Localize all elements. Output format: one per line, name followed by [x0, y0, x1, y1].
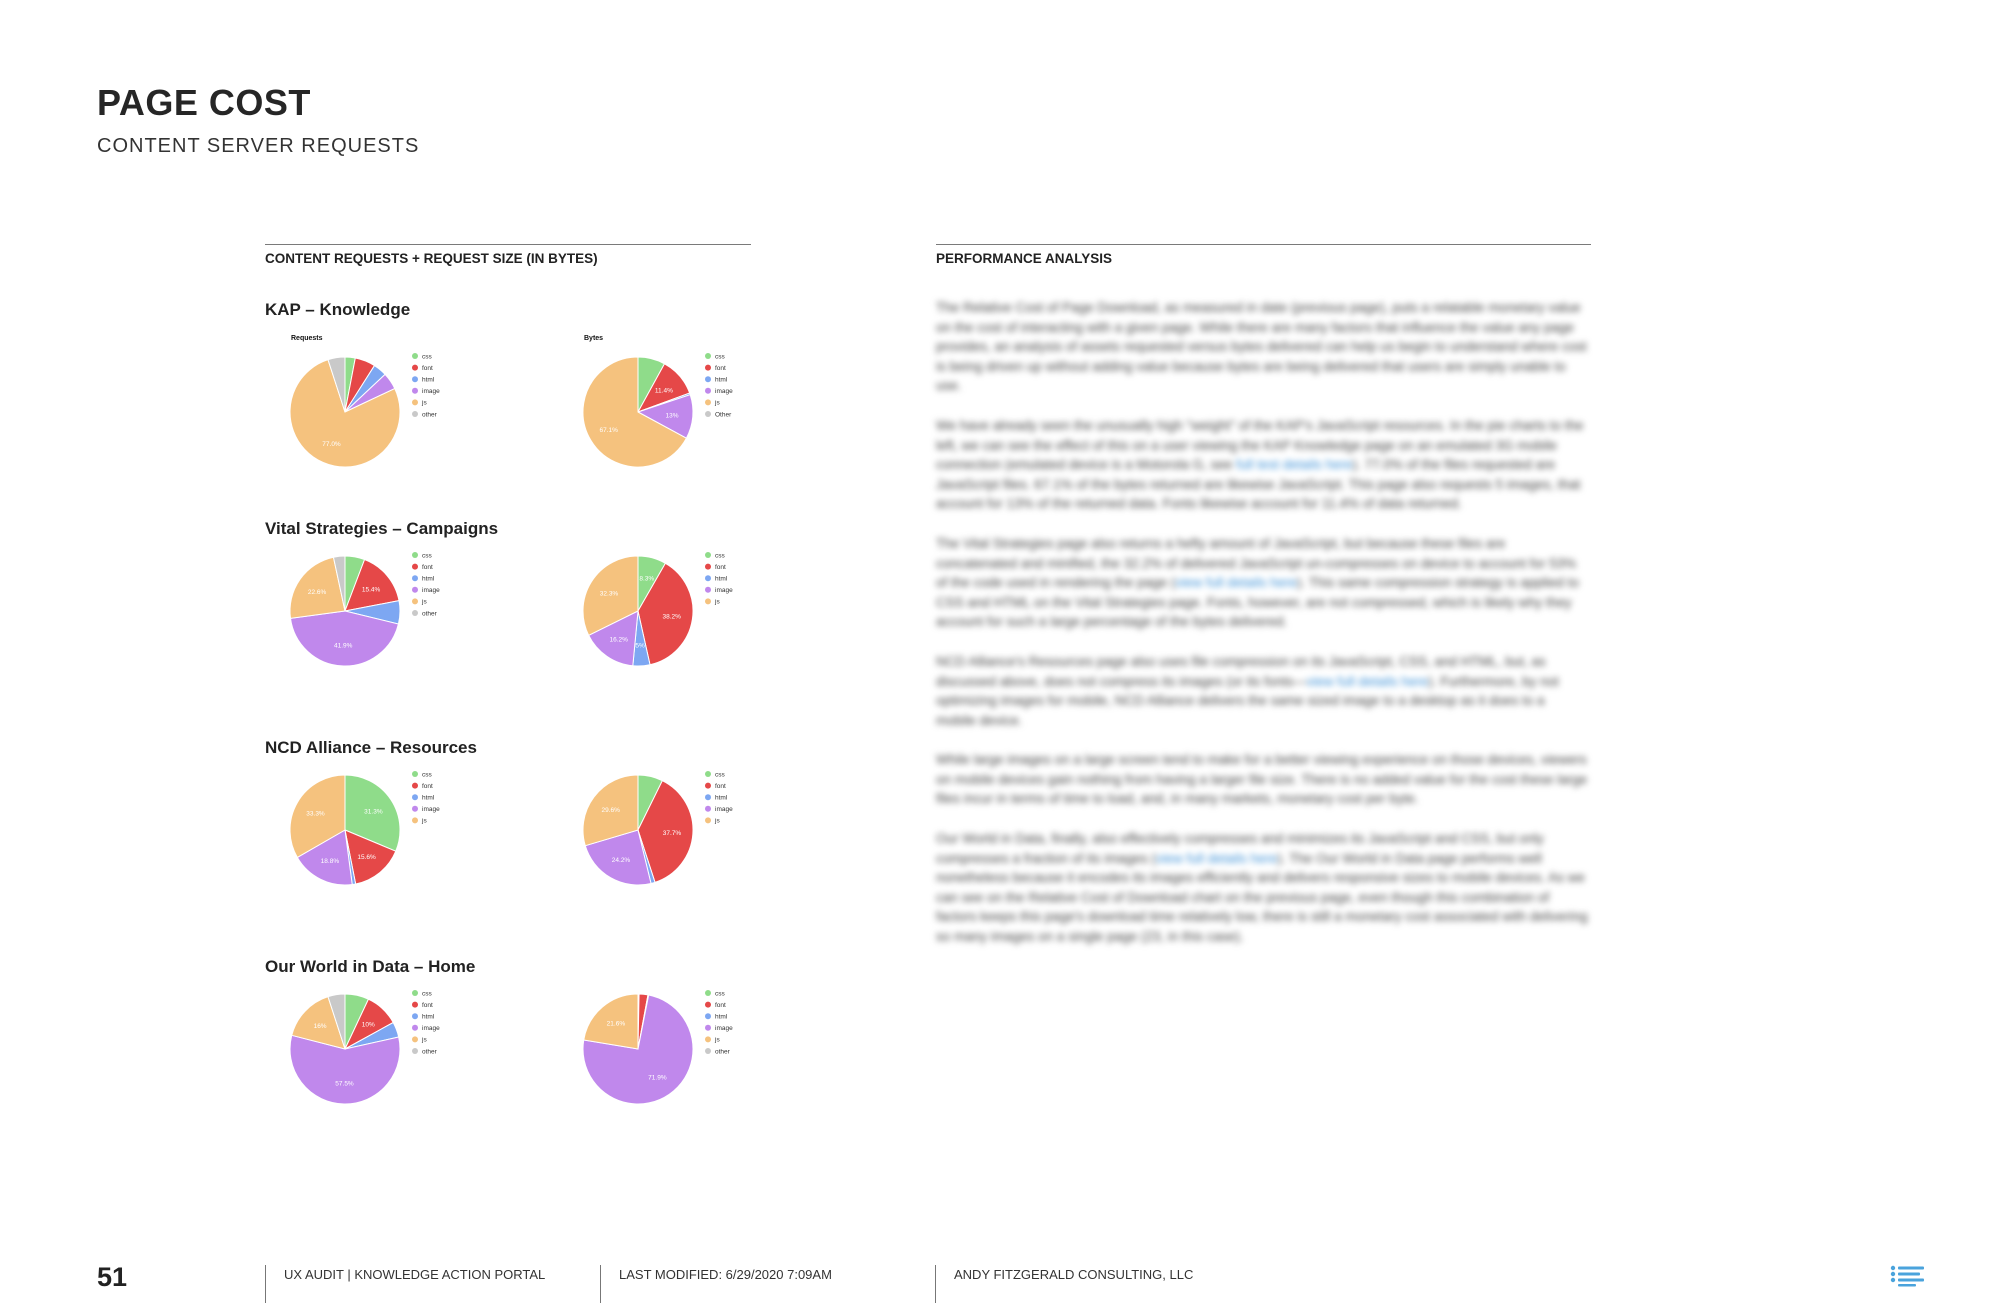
slice-data-label: 71.9% [648, 1074, 667, 1082]
analysis-text: ). The Our World in Data page performs well nonetheless because it encodes its images efficiently and delivers responsive sizes to mobile devices. As we can see on the Relative Cost of Download chart on the previous page, even though this combination of factors keeps this page's download time relatively low, there is still a monetary cost associated with delivering so many images on a single page (23, in this case). [936, 850, 1588, 945]
view-full-details-link[interactable]: view full details here [1306, 673, 1429, 689]
slice-data-label: 77.0% [322, 440, 341, 448]
legend-swatch-css [705, 771, 711, 777]
legend-swatch-css [412, 552, 418, 558]
legend-label-html: html [715, 1013, 728, 1021]
legend-label-font: font [715, 563, 726, 571]
legend-label-font: font [422, 563, 433, 571]
legend-swatch-font [412, 564, 418, 570]
footer-divider [600, 1265, 601, 1303]
page-number: 51 [97, 1262, 128, 1292]
legend-label-html: html [715, 376, 728, 384]
legend-label-html: html [715, 575, 728, 583]
legend-label-image: image [422, 1025, 440, 1033]
slice-data-label: 22.6% [307, 588, 327, 596]
slice-data-label: 67.1% [599, 427, 618, 434]
legend-label-js: js [422, 598, 427, 606]
legend-label-html: html [422, 794, 435, 802]
legend-swatch-font [412, 783, 418, 789]
legend-label-font: font [715, 364, 726, 372]
legend-swatch-image [412, 1025, 418, 1031]
pie-chart [583, 990, 733, 1104]
legend-swatch-font [412, 1002, 418, 1008]
legend-label-js: js [422, 1036, 427, 1044]
slice-data-label: 13% [665, 412, 679, 420]
site-label-kap: KAP – Knowledge [265, 300, 411, 319]
view-full-details-link[interactable]: view full details here [1175, 575, 1297, 591]
slice-data-label: 41.9% [333, 642, 353, 650]
legend-label-css: css [715, 771, 725, 779]
analysis-text: NCD Alliance's Resources page also uses file compression on its JavaScript, CSS, and HTML, but, as discussed above, does not compress its images (or its fonts— [936, 653, 1546, 689]
slice-data-label: 38.2% [662, 613, 681, 621]
legend-swatch-css [412, 990, 418, 996]
analysis-text: ). 77.0% of the files requested are JavaScript files. 67.1% of the bytes returned are likewise JavaScript. This page also requests 5 images, that account for 13% of the returned data. Fonts likewise account for 11.4% of data returned. [936, 457, 1581, 512]
legend-label-js: js [715, 399, 720, 407]
full-test-details-link[interactable]: full test details here [1236, 457, 1353, 473]
view-full-details-link[interactable]: view full details here [1155, 850, 1278, 866]
pie-chart [290, 552, 440, 666]
legend-swatch-image [705, 1025, 711, 1031]
footer-divider [935, 1265, 936, 1303]
pie-chart [583, 552, 733, 666]
legend-label-js: js [422, 399, 427, 407]
legend-swatch-other [412, 411, 418, 417]
legend-swatch-font [705, 564, 711, 570]
legend-label-image: image [715, 587, 733, 595]
analysis-text: We have already seen the unusually high "weight" of the KAP's JavaScript resources. In the pie charts to the left, we can see the effect of this on a user viewing the KAP Knowledge page on an emulated 3G mobile connection (emulated device is a Motorola G, see [936, 417, 1584, 473]
slice-data-label: 11.4% [654, 387, 673, 395]
page-title: PAGE COST [97, 82, 311, 123]
slice-data-label: 15.6% [357, 853, 376, 861]
legend-label-js: js [715, 817, 720, 825]
legend-label-html: html [422, 376, 435, 384]
legend-swatch-font [412, 365, 418, 371]
legend-label-image: image [715, 388, 733, 396]
legend-label-html: html [422, 1013, 435, 1021]
legend-label-font: font [715, 1001, 726, 1009]
legend-swatch-js [412, 1036, 418, 1042]
legend-swatch-js [705, 817, 711, 823]
legend-swatch-html [412, 575, 418, 581]
legend-label-font: font [422, 364, 433, 372]
legend-label-image: image [422, 587, 440, 595]
legend-label-image: image [715, 806, 733, 814]
slice-data-label: 5% [635, 642, 645, 650]
right-section-rule [936, 244, 1591, 245]
legend-swatch-css [412, 771, 418, 777]
legend-swatch-html [705, 1013, 711, 1019]
legend-swatch-html [705, 575, 711, 581]
analysis-text: While large images on a large screen tend to make for a better viewing experience on those devices, viewers on mobile devices gain nothing from having a larger file size. There is no added value for the cost these large files incur in terms of time to load, and, in many markets, monetary cost per byte. [936, 752, 1588, 807]
analysis-text: The Relative Cost of Page Download, as measured in date (previous page), puts a relatable monetary value on the cost of interacting with a given page. While there are many factors that influence the value any page provides, an analysis of assets requested versus bytes delivered can help us begin to understand where cost is being driven up without adding value because bytes are being delivered that users are simply unable to use. [936, 300, 1587, 394]
legend-label-image: image [422, 806, 440, 814]
legend-label-css: css [422, 771, 432, 779]
pie-chart [290, 990, 440, 1104]
legend-label-css: css [422, 990, 432, 998]
pie-chart [583, 771, 733, 885]
legend-label-html: html [715, 794, 728, 802]
slice-data-label: 16.2% [609, 636, 628, 644]
legend-swatch-font [705, 365, 711, 371]
footer-last-modified: LAST MODIFIED: 6/29/2020 7:09AM [619, 1267, 832, 1282]
legend-label-html: html [422, 575, 435, 583]
analysis-text: ). Furthermore, by not optimizing images for mobile, NCD Alliance delivers the same sized image to a desktop as it does to a mobile device. [936, 673, 1559, 728]
site-label-our-world-in-data: Our World in Data – Home [265, 957, 476, 976]
pie-chart [290, 771, 440, 885]
site-label-ncd-alliance: NCD Alliance – Resources [265, 738, 477, 757]
legend-label-js: js [422, 817, 427, 825]
legend-swatch-image [705, 587, 711, 593]
page-subtitle: CONTENT SERVER REQUESTS [97, 135, 420, 157]
legend-label-css: css [422, 353, 432, 361]
right-section-heading: PERFORMANCE ANALYSIS [936, 251, 1113, 266]
legend-label-other: Other [715, 411, 732, 419]
analysis-text: Our World in Data, finally, also effectively compresses and minimizes its JavaScript and CSS, but only compresses a fraction of its images ( [936, 831, 1544, 866]
legend-swatch-html [412, 1013, 418, 1019]
legend-swatch-js [705, 399, 711, 405]
legend-label-css: css [715, 353, 725, 361]
legend-label-font: font [715, 782, 726, 790]
legend-label-js: js [715, 598, 720, 606]
legend-swatch-other [705, 411, 711, 417]
footer-company: ANDY FITZGERALD CONSULTING, LLC [954, 1267, 1194, 1282]
slice-data-label: 18.8% [320, 858, 340, 866]
legend-swatch-js [412, 399, 418, 405]
analysis-text: The Vital Strategies page also returns a hefty amount of JavaScript, but because these files are concatenated and minified, the 32.2% of delivered JavaScript un-compresses on device to account for 53% of the code used in rendering the page ( [936, 535, 1577, 591]
analysis-paragraph [936, 416, 1588, 514]
legend-swatch-font [705, 1002, 711, 1008]
pie-chart [583, 335, 733, 467]
analysis-paragraph [936, 534, 1588, 632]
slice-data-label: 24.2% [611, 857, 631, 865]
legend-label-font: font [422, 1001, 433, 1009]
legend-swatch-html [412, 376, 418, 382]
analysis-paragraph [936, 750, 1588, 809]
legend-swatch-other [412, 1048, 418, 1054]
legend-swatch-css [705, 353, 711, 359]
legend-swatch-image [705, 806, 711, 812]
legend-swatch-image [412, 388, 418, 394]
slice-data-label: 8.3% [639, 575, 655, 583]
legend-label-image: image [715, 1025, 733, 1033]
table-of-contents-icon[interactable] [1890, 1265, 1926, 1287]
slice-data-label: 32.3% [599, 590, 619, 598]
legend-label-image: image [422, 388, 440, 396]
slice-data-label: 10% [361, 1021, 375, 1029]
legend-swatch-html [705, 376, 711, 382]
slice-data-label: 29.6% [601, 807, 620, 815]
legend-swatch-image [412, 806, 418, 812]
slice-data-label: 57.5% [335, 1080, 354, 1088]
legend-swatch-js [705, 1036, 711, 1042]
legend-swatch-html [705, 794, 711, 800]
legend-swatch-js [412, 598, 418, 604]
legend-swatch-css [705, 552, 711, 558]
analysis-paragraph [936, 652, 1588, 730]
analysis-paragraph [936, 829, 1588, 947]
legend-swatch-css [412, 353, 418, 359]
legend-swatch-js [412, 817, 418, 823]
legend-label-other: other [422, 411, 437, 419]
footer-divider [265, 1265, 266, 1303]
slice-data-label: 31.3% [364, 808, 383, 816]
site-label-vital-strategies: Vital Strategies – Campaigns [265, 519, 499, 538]
pie-chart-title: Requests [291, 335, 323, 342]
legend-swatch-css [705, 990, 711, 996]
pie-chart-title: Bytes [584, 335, 604, 342]
legend-label-css: css [715, 552, 725, 560]
legend-label-other: other [422, 610, 437, 618]
legend-swatch-other [412, 610, 418, 616]
legend-swatch-other [705, 1048, 711, 1054]
left-section-heading: CONTENT REQUESTS + REQUEST SIZE (IN BYTES) [265, 251, 598, 266]
slice-data-label: 33.3% [306, 810, 325, 818]
legend-label-font: font [422, 782, 433, 790]
slice-data-label: 37.7% [662, 830, 682, 837]
analysis-paragraph [936, 298, 1588, 396]
legend-swatch-image [412, 587, 418, 593]
pie-chart [290, 335, 440, 467]
legend-swatch-font [705, 783, 711, 789]
legend-label-css: css [715, 990, 725, 998]
analysis-text: ). This same compression strategy is applied to CSS and HTML on the Vital Strategies page. Fonts, however, are not compressed, which is likely why they account for such a large percentage of the bytes delivered. [936, 575, 1579, 630]
legend-swatch-image [705, 388, 711, 394]
legend-label-css: css [422, 552, 432, 560]
legend-label-other: other [422, 1048, 437, 1056]
slice-data-label: 16% [313, 1023, 327, 1031]
performance-analysis-text [936, 298, 1588, 967]
slice-data-label: 21.6% [606, 1020, 626, 1028]
footer-doc-title: UX AUDIT | KNOWLEDGE ACTION PORTAL [284, 1267, 546, 1282]
legend-label-js: js [715, 1036, 720, 1044]
legend-label-other: other [715, 1048, 730, 1056]
legend-swatch-html [412, 794, 418, 800]
legend-swatch-js [705, 598, 711, 604]
slice-data-label: 15.4% [361, 586, 381, 594]
